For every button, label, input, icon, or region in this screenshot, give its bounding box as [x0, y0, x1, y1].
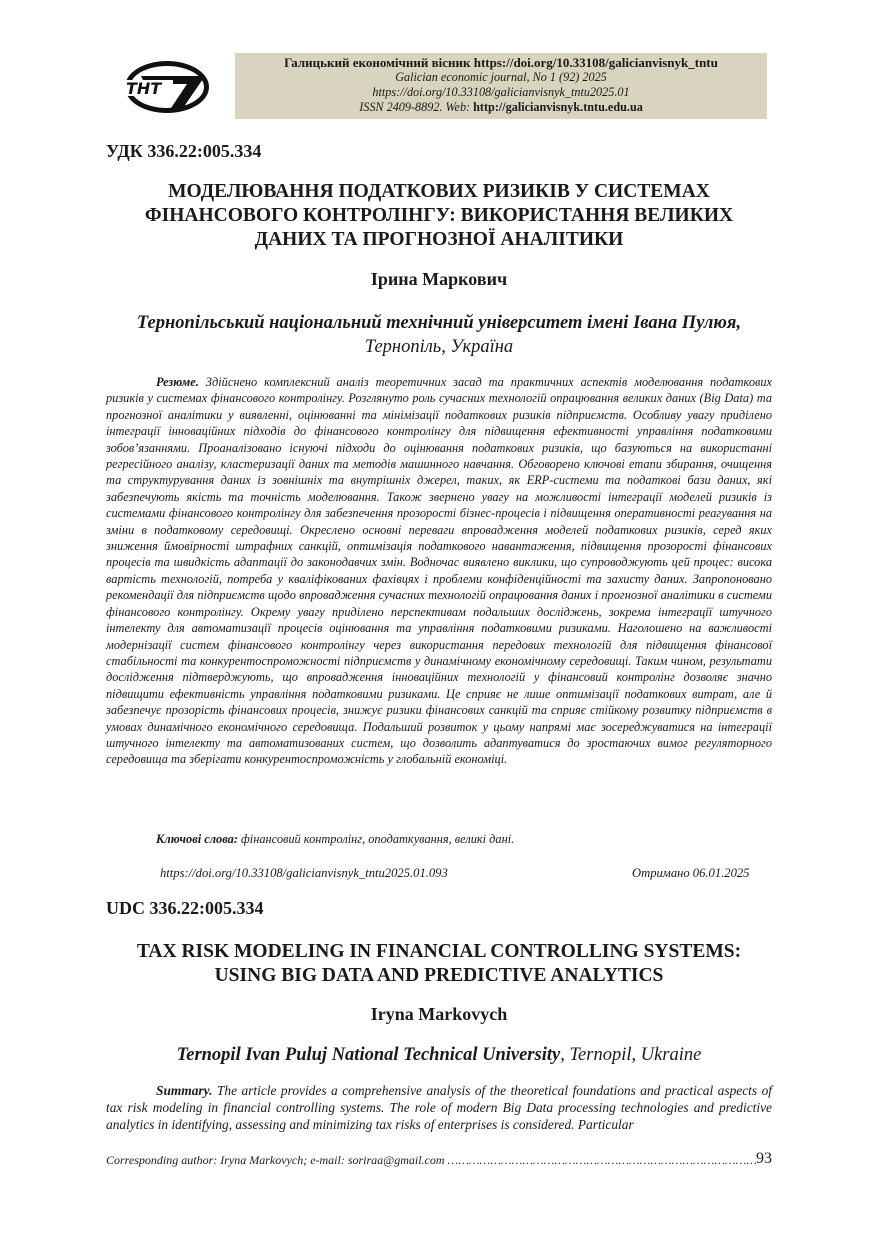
tntu-logo: [121, 58, 213, 116]
corresponding-author: Corresponding author: Iryna Markovych; e-mail: soriraa@gmail.com ……………………………………………………………………………: [106, 1153, 757, 1167]
article-doi[interactable]: https://doi.org/10.33108/galicianvisnyk_tntu2025.01.093: [160, 866, 448, 880]
footer: [106, 1150, 772, 1168]
summary-en: [106, 1082, 772, 1133]
title-en: TAX RISK MODELING IN FINANCIAL CONTROLLING SYSTEMS: USING BIG DATA AND PREDICTIVE ANALYTICS: [136, 941, 742, 986]
author-ua: Ірина Маркович: [370, 269, 508, 289]
title-ua: МОДЕЛЮВАННЯ ПОДАТКОВИХ РИЗИКІВ У СИСТЕМАХ ФІНАНСОВОГО КОНТРОЛІНГУ: ВИКОРИСТАННЯ ВЕЛИКИХ ДАНИХ ТА ПРОГНОЗНОЇ АНАЛІТИКИ: [144, 181, 734, 250]
abstract-ua: [106, 374, 772, 768]
journal-title-en: Galician economic journal, No 1 (92) 2025: [395, 70, 607, 84]
journal-header: [235, 53, 767, 119]
affiliation-ua: Тернопільський національний технічний університет імені Івана Пулюя, Тернопіль, Україна: [136, 313, 742, 357]
author-en: Iryna Markovych: [370, 1004, 508, 1024]
udc-en: UDC 336.22:005.334: [106, 898, 264, 918]
affiliation-en: Ternopil Ivan Puluj National Technical University, Ternopil, Ukraine: [176, 1045, 702, 1065]
summary-lead: Summary.: [156, 1083, 213, 1098]
summary-text: The article provides a comprehensive analysis of the theoretical foundations and practical aspects of tax risk modeling in financial controlling systems. The role of modern Big Data processing technologies and predictive analytics in identifying, assessing and minimizing tax risks of enterprises is considered. Particular: [106, 1083, 772, 1132]
page-number: 93: [756, 1150, 772, 1167]
udc-ua: УДК 336.22:005.334: [106, 141, 262, 161]
journal-web-link[interactable]: http://galicianvisnyk.tntu.edu.ua: [473, 100, 643, 114]
journal-doi[interactable]: https://doi.org/10.33108/galicianvisnyk_tntu2025.01: [372, 85, 630, 99]
keywords-ua: Ключові слова: фінансовий контролінг, оподаткування, великі дані.: [156, 832, 515, 846]
abstract-lead: Резюме.: [156, 375, 199, 389]
received-date: Отримано 06.01.2025: [632, 866, 750, 880]
journal-title-ua: Галицький економічний вісник https://doi.org/10.33108/galicianvisnyk_tntu: [284, 55, 718, 70]
journal-issn: ISSN 2409-8892. Web: http://galicianvisnyk.tntu.edu.ua: [359, 100, 643, 114]
abstract-text: Здійснено комплексний аналіз теоретичних засад та практичних аспектів моделювання податкових ризиків у системах фінансового контролінгу. Розглянуто роль сучасних технологій опрацювання великих даних (Big Data) та прогнозної аналітики у виявленні, оцінюванні та мінімізації податкових ризиків підприємств. Особливу увагу приділено інтеграції інноваційних підходів до фінансового контролінгу для підвищення ефективності управління податковими зобов’язаннями. Проаналізовано існуючі підходи до оцінювання податкових ризиків, що базуються на використанні регресійного аналізу, кластеризації даних та методів машинного навчання. Обговорено ключові етапи збирання, очищення та структурування даних із зовнішніх та внутрішніх джерел, таких, як ERP-системи та податкові бази даних, які забезпечують якість та точність моделювання. Також звернено увагу на можливості інтеграції моделей ризиків із системами фінансового контролінгу для забезпечення прозорості бізнес-процесів і підвищення оперативності реагування на зміни в податковому середовищі. Окреслено основні переваги впровадження моделей податкових ризиків, серед яких зниження ймовірності штрафних санкцій, оптимізація податкового навантаження, підвищення прозорості фінансових процесів та швидкість адаптації до законодавчих змін. Водночас виявлено виклики, що супроводжують цей процес: висока вартість технологій, потреба у кваліфікованих фахівцях і проблеми конфіденційності та захисту даних. Запропоновано рекомендації для підприємств щодо впровадження сучасних технологій опрацювання даних і прогнозної аналітики в системи фінансового контролінгу. Окрему увагу приділено перспективам подальших досліджень, зокрема інтеграції штучного інтелекту для автоматизації процесів оцінювання та управління податковими ризиками. Наголошено на важливості модернізації систем фінансового контролінгу через використання передових технологій для підвищення фінансової стабільності та конкурентоспроможності підприємств у динамічному економічному середовищі. Таким чином, результати дослідження підтверджують, що впровадження інноваційних технологій у фінансовий контролінг дозволяє значно підвищити ефективність управління податковими ризиками. Це сприяє не лише оптимізації податкових витрат, але й забезпечує прозорість фінансових процесів, знижує ризики фінансових санкцій та сприяє стійкому розвитку підприємств в умовах динамічного економічного середовища. Подальший розвиток у цьому напрямі має зосереджуватися на інтеграції штучного інтелекту та автоматизованих систем, що дозволить адаптуватися до зростаючих вимог регуляторного середовища та зберігати конкурентоспроможність у глобальній економіці.: [106, 375, 773, 767]
logo-text: ТНТ: [126, 79, 162, 98]
